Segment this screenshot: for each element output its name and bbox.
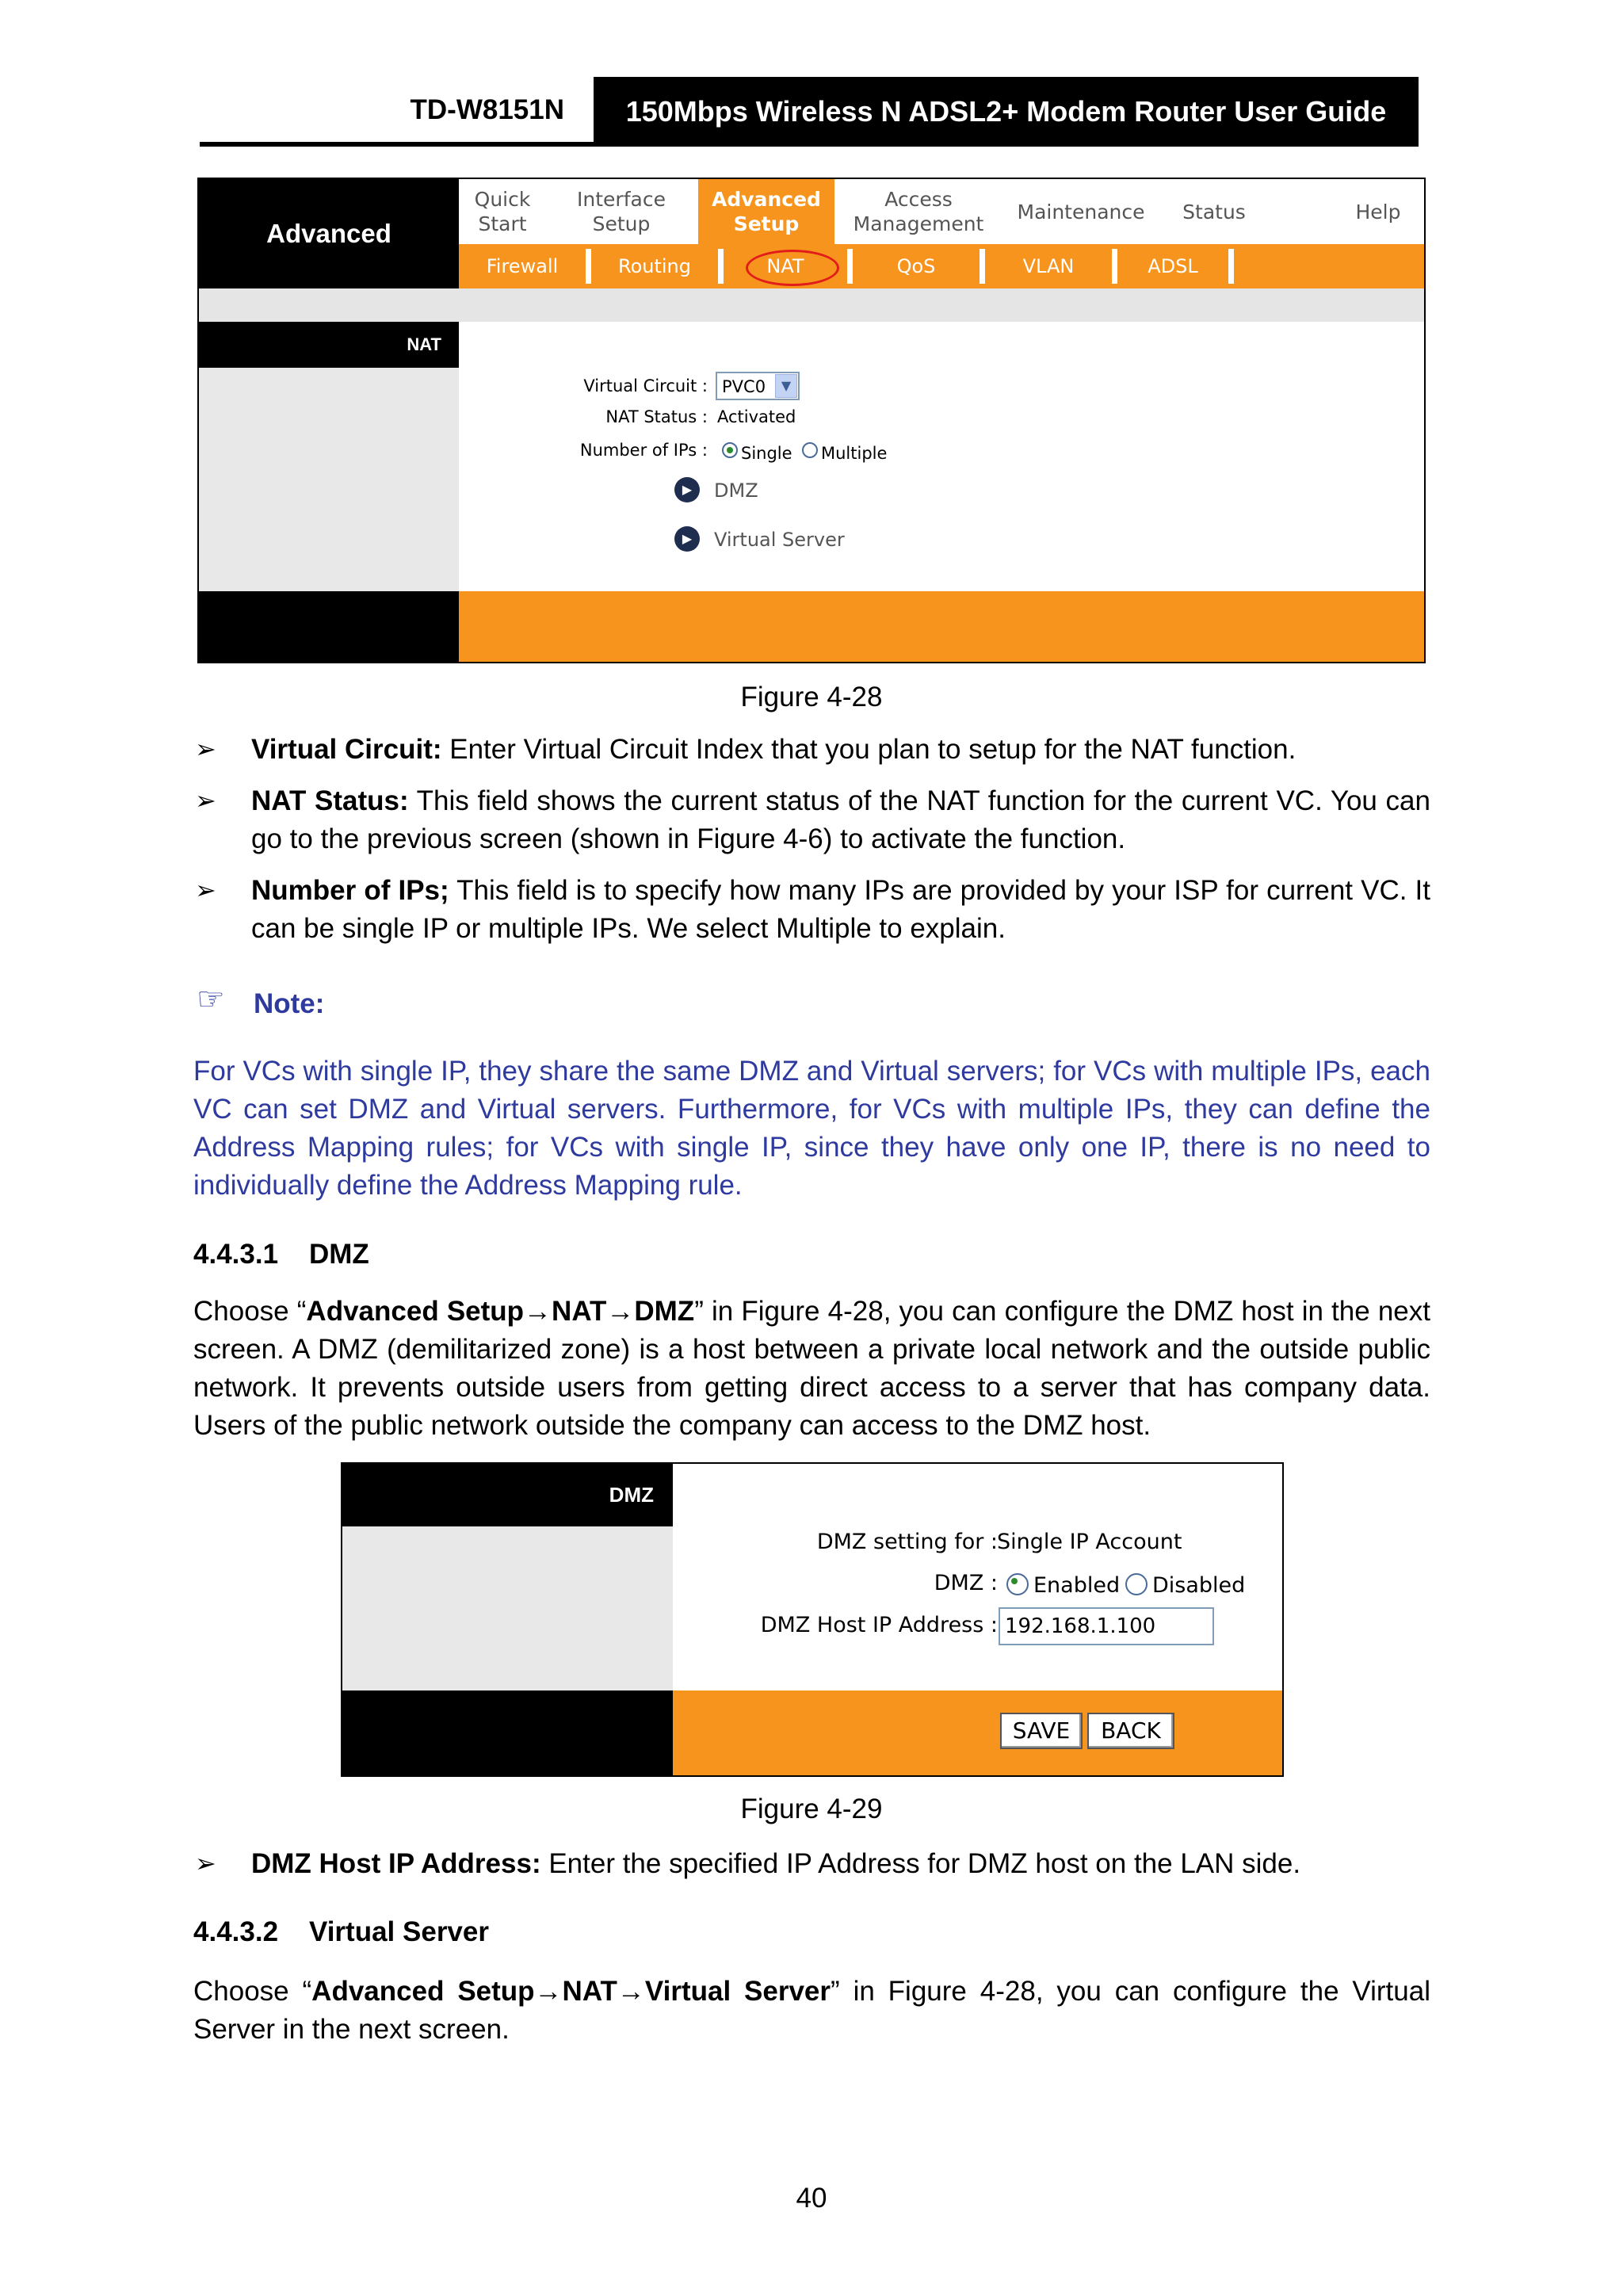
dmz-setting-label: DMZ setting for : <box>816 1530 998 1554</box>
submenu-qos[interactable]: QoS <box>896 255 936 277</box>
bullet-nat-status: NAT Status: This field shows the current status of the NAT function for the current VC. You can go to the previous screen (shown in Figure 4-6) to activate the function. <box>251 785 1430 854</box>
figure-caption: Figure 4-28 <box>740 682 883 712</box>
single-radio[interactable] <box>722 442 738 458</box>
bullet-arrow-icon: ➢ <box>195 1849 216 1878</box>
nat-form <box>199 179 1424 662</box>
virtual-server-link[interactable]: Virtual Server <box>714 529 845 551</box>
menu-access-management[interactable]: Access Management <box>853 188 984 235</box>
menu-quick-start[interactable]: Quick Start <box>474 188 531 235</box>
submenu-nat[interactable]: NAT <box>766 255 804 277</box>
enabled-radio[interactable] <box>1006 1573 1029 1595</box>
chevron-down-icon: ▼ <box>775 374 797 398</box>
dmz-link[interactable]: DMZ <box>714 479 758 502</box>
dmz-label: DMZ : <box>934 1571 998 1595</box>
figure-dmz-screenshot <box>341 1462 1284 1777</box>
hand-pointer-icon: ☞ <box>197 982 225 1017</box>
section-heading: DMZ <box>309 1239 369 1270</box>
dmz-paragraph: Choose “Advanced Setup→NAT→DMZ” in Figure 4-28, you can configure the DMZ host in the next screen. A DMZ (demilitarized zone) is a host between a private local network and the outside public network. It prevents outside users from getting direct access to a server that has company data. Users of the public network outside the company can access to the DMZ host. <box>193 1296 1430 1441</box>
bullet-arrow-icon: ➢ <box>195 735 216 763</box>
bullet-arrow-icon: ➢ <box>195 786 216 815</box>
dmz-setting-value: Single IP Account <box>997 1530 1182 1554</box>
dmz-host-ip-input[interactable]: 192.168.1.100 <box>999 1607 1214 1645</box>
num-ips-label: Number of IPs : <box>579 441 708 460</box>
section-number: 4.4.3.1 <box>193 1239 279 1270</box>
bullet-virtual-circuit: Virtual Circuit: Enter Virtual Circuit Index that you plan to setup for the NAT function. <box>251 734 1296 765</box>
virtual-circuit-label: Virtual Circuit : <box>583 376 708 395</box>
virtual-circuit-select[interactable] <box>716 372 800 400</box>
submenu-routing[interactable]: Routing <box>617 255 691 277</box>
enabled-option-label: Enabled <box>1033 1573 1121 1598</box>
submenu-adsl[interactable]: ADSL <box>1148 255 1198 277</box>
menu-interface-setup[interactable]: Interface Setup <box>577 188 666 235</box>
submenu-firewall[interactable]: Firewall <box>486 255 559 277</box>
document-model: TD-W8151N <box>410 94 564 125</box>
multiple-radio[interactable] <box>802 442 818 458</box>
bullet-arrow-icon: ➢ <box>195 876 216 904</box>
bullet-number-of-ips: Number of IPs; This field is to specify how many IPs are provided by your ISP for current VC. It can be single IP or multiple IPs. We select Multiple to explain. <box>251 875 1430 944</box>
save-button[interactable]: SAVE <box>1000 1713 1083 1749</box>
disabled-radio[interactable] <box>1125 1573 1148 1595</box>
menu-help[interactable]: Help <box>1355 200 1401 223</box>
menu-status[interactable]: Status <box>1182 200 1246 223</box>
note-text: For VCs with single IP, they share the same DMZ and Virtual servers; for VCs with multiple IPs, each VC can set DMZ and Virtual servers. Furthermore, for VCs with multiple IPs, they can define the Address Mapping rules; for VCs with single IP, since they have only one IP, there is no need to individually define the Address Mapping rule. <box>193 1056 1430 1201</box>
page-number: 40 <box>796 2183 827 2214</box>
multiple-option-label: Multiple <box>821 444 888 463</box>
note-label: Note: <box>254 988 325 1019</box>
virtual-server-paragraph: Choose “Advanced Setup→NAT→Virtual Server” in Figure 4-28, you can configure the Virtual Server in the next screen. <box>193 1976 1430 2045</box>
virtual-circuit-value: PVC0 <box>722 377 766 396</box>
header-rule <box>200 142 1419 147</box>
section-number: 4.4.3.2 <box>193 1916 279 1947</box>
single-option-label: Single <box>741 444 792 463</box>
brand-label: Advanced <box>199 179 459 288</box>
back-button[interactable]: BACK <box>1087 1713 1174 1749</box>
arrow-right-icon: ▶ <box>674 477 700 502</box>
document-title: 150Mbps Wireless N ADSL2+ Modem Router User Guide <box>594 77 1419 147</box>
menu-maintenance[interactable]: Maintenance <box>1017 200 1145 223</box>
arrow-right-icon: ▶ <box>674 526 700 552</box>
section-heading: Virtual Server <box>309 1916 489 1947</box>
figure-nat-screenshot <box>197 178 1426 663</box>
section-title: NAT <box>199 322 459 368</box>
section-title: DMZ <box>342 1464 673 1526</box>
nat-status-value: Activated <box>717 407 796 426</box>
menu-advanced-setup[interactable]: Advanced Setup <box>698 179 834 244</box>
submenu-vlan[interactable]: VLAN <box>1022 255 1075 277</box>
disabled-option-label: Disabled <box>1152 1573 1246 1598</box>
dmz-host-label: DMZ Host IP Address : <box>760 1613 998 1637</box>
nat-status-label: NAT Status : <box>605 407 708 426</box>
dmz-form <box>342 1464 1282 1775</box>
figure-caption: Figure 4-29 <box>740 1794 883 1824</box>
bullet-dmz-host-ip: DMZ Host IP Address: Enter the specified IP Address for DMZ host on the LAN side. <box>251 1848 1301 1879</box>
